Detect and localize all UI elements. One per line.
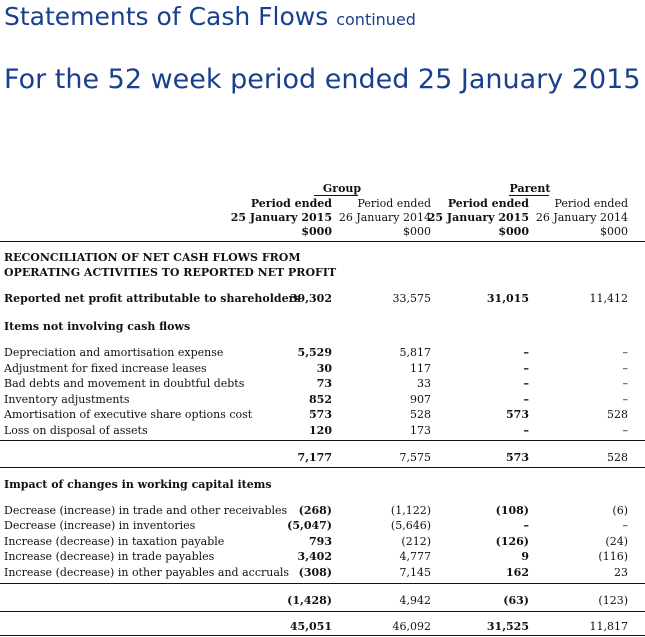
cell-group-2015: 793 <box>309 535 332 548</box>
cell-group-2014: 4,777 <box>399 550 431 563</box>
cell-group-2015: 73 <box>316 377 332 390</box>
cell-group-2015: 3,402 <box>297 550 332 563</box>
cell-parent-2014: – <box>622 377 628 390</box>
parent-2014-unit: $000 <box>600 225 628 238</box>
row-label: Adjustment for fixed increase leases <box>4 362 207 375</box>
cell-parent-2015: – <box>523 393 529 406</box>
cell-parent-2015: – <box>523 362 529 375</box>
wc-rule-top <box>0 583 645 584</box>
cell-parent-2014: 11,412 <box>589 292 628 305</box>
cell-group-2015: 120 <box>309 424 332 437</box>
statement-title: Statements of Cash Flows continued <box>4 2 416 31</box>
table-row-working-capital-total <box>0 594 645 608</box>
group-2014-period: Period ended <box>357 197 431 210</box>
table-row <box>0 408 645 422</box>
row-label: Depreciation and amortisation expense <box>4 346 224 359</box>
cell-parent-2015: – <box>523 519 529 532</box>
table-row <box>0 362 645 376</box>
cell-parent-2014: – <box>622 346 628 359</box>
row-label: Inventory adjustments <box>4 393 130 406</box>
parent-header: Parent <box>509 182 551 195</box>
parent-2015-period: Period ended <box>447 197 529 210</box>
cell-parent-2014: (123) <box>598 594 628 607</box>
cell-parent-2015: – <box>523 424 529 437</box>
cell-parent-2014: 528 <box>607 451 628 464</box>
cell-parent-2015: – <box>523 377 529 390</box>
table-row <box>0 566 645 580</box>
wc-rule-bottom <box>0 611 645 612</box>
group-2014-unit: $000 <box>403 225 431 238</box>
cell-group-2014: 33 <box>417 377 431 390</box>
cell-group-2015: 30 <box>316 362 332 375</box>
table-row <box>0 550 645 564</box>
cell-group-2015: 39,302 <box>289 292 332 305</box>
reconciliation-heading-1: RECONCILIATION OF NET CASH FLOWS FROM <box>4 251 301 264</box>
grand-total-rule <box>0 635 645 636</box>
subtotal-rule-bottom <box>0 467 645 468</box>
cell-group-2015: (268) <box>298 504 332 517</box>
cell-group-2014: 7,145 <box>399 566 431 579</box>
period-subtitle: For the 52 week period ended 25 January 2015 <box>4 64 641 95</box>
group-header: Group <box>322 182 362 195</box>
table-row <box>0 393 645 407</box>
cell-group-2015: 852 <box>309 393 332 406</box>
cell-group-2014: (212) <box>401 535 431 548</box>
cell-parent-2014: (116) <box>598 550 628 563</box>
cell-group-2014: 4,942 <box>399 594 431 607</box>
cell-group-2014: 173 <box>410 424 431 437</box>
cell-parent-2015: 9 <box>521 550 529 563</box>
cell-parent-2014: 11,817 <box>589 620 628 633</box>
table-row <box>0 424 645 438</box>
cell-parent-2014: (6) <box>612 504 628 517</box>
row-label: Bad debts and movement in doubtful debts <box>4 377 245 390</box>
table-row-net-profit <box>0 292 645 306</box>
cell-group-2014: (5,646) <box>390 519 431 532</box>
cell-group-2014: 46,092 <box>392 620 431 633</box>
table-row <box>0 535 645 549</box>
cell-parent-2015: 31,525 <box>486 620 529 633</box>
cell-group-2014: 528 <box>410 408 431 421</box>
parent-2015-unit: $000 <box>498 225 529 238</box>
cell-parent-2014: – <box>622 424 628 437</box>
cell-group-2014: 33,575 <box>392 292 431 305</box>
cell-group-2015: 7,177 <box>297 451 332 464</box>
group-underline <box>314 195 358 196</box>
cell-parent-2014: – <box>622 393 628 406</box>
header-rule <box>0 241 645 242</box>
cell-parent-2015: (108) <box>495 504 529 517</box>
table-row <box>0 346 645 360</box>
cell-parent-2014: – <box>622 362 628 375</box>
cell-parent-2015: 573 <box>506 408 529 421</box>
cell-parent-2015: 573 <box>506 451 529 464</box>
title-suffix: continued <box>336 10 416 29</box>
cell-group-2015: 573 <box>309 408 332 421</box>
group-2014-date: 26 January 2014 <box>338 211 431 224</box>
row-label: Reported net profit attributable to shareholders <box>4 292 301 305</box>
cell-group-2014: 907 <box>410 393 431 406</box>
parent-2014-period: Period ended <box>554 197 628 210</box>
cell-group-2015: 5,529 <box>297 346 332 359</box>
row-label: Decrease (increase) in inventories <box>4 519 196 532</box>
table-row-non-cash-total <box>0 451 645 465</box>
cell-group-2015: 45,051 <box>289 620 332 633</box>
cell-parent-2015: (126) <box>495 535 529 548</box>
group-2015-period: Period ended <box>250 197 332 210</box>
cell-parent-2014: (24) <box>605 535 628 548</box>
table-row <box>0 504 645 518</box>
reconciliation-heading-2: OPERATING ACTIVITIES TO REPORTED NET PROFIT <box>4 266 337 279</box>
table-row <box>0 377 645 391</box>
row-label: Increase (decrease) in other payables and accruals <box>4 566 290 579</box>
cell-group-2014: (1,122) <box>390 504 431 517</box>
cell-group-2014: 117 <box>410 362 431 375</box>
row-label: Loss on disposal of assets <box>4 424 148 437</box>
cell-parent-2015: 31,015 <box>486 292 529 305</box>
subtotal-rule-top <box>0 440 645 441</box>
row-label: Increase (decrease) in trade payables <box>4 550 215 563</box>
cell-parent-2015: 162 <box>506 566 529 579</box>
cell-parent-2014: 23 <box>614 566 628 579</box>
cell-group-2014: 7,575 <box>399 451 431 464</box>
cell-parent-2015: (63) <box>503 594 529 607</box>
group-2015-unit: $000 <box>301 225 332 238</box>
cell-group-2015: (5,047) <box>287 519 332 532</box>
parent-2014-date: 26 January 2014 <box>535 211 628 224</box>
cell-group-2015: (1,428) <box>287 594 332 607</box>
group-2015-date: 25 January 2015 <box>230 211 332 224</box>
table-row-grand-total <box>0 620 645 634</box>
cell-group-2014: 5,817 <box>399 346 431 359</box>
non-cash-heading: Items not involving cash flows <box>4 320 191 333</box>
cell-parent-2014: 528 <box>607 408 628 421</box>
row-label: Decrease (increase) in trade and other receivables <box>4 504 288 517</box>
table-row <box>0 519 645 533</box>
cell-parent-2015: – <box>523 346 529 359</box>
cell-group-2015: (308) <box>298 566 332 579</box>
row-label: Amortisation of executive share options cost <box>4 408 253 421</box>
parent-2015-date: 25 January 2015 <box>427 211 529 224</box>
row-label: Increase (decrease) in taxation payable <box>4 535 225 548</box>
parent-underline <box>509 195 549 196</box>
cell-parent-2014: – <box>622 519 628 532</box>
working-capital-heading: Impact of changes in working capital items <box>4 478 272 491</box>
